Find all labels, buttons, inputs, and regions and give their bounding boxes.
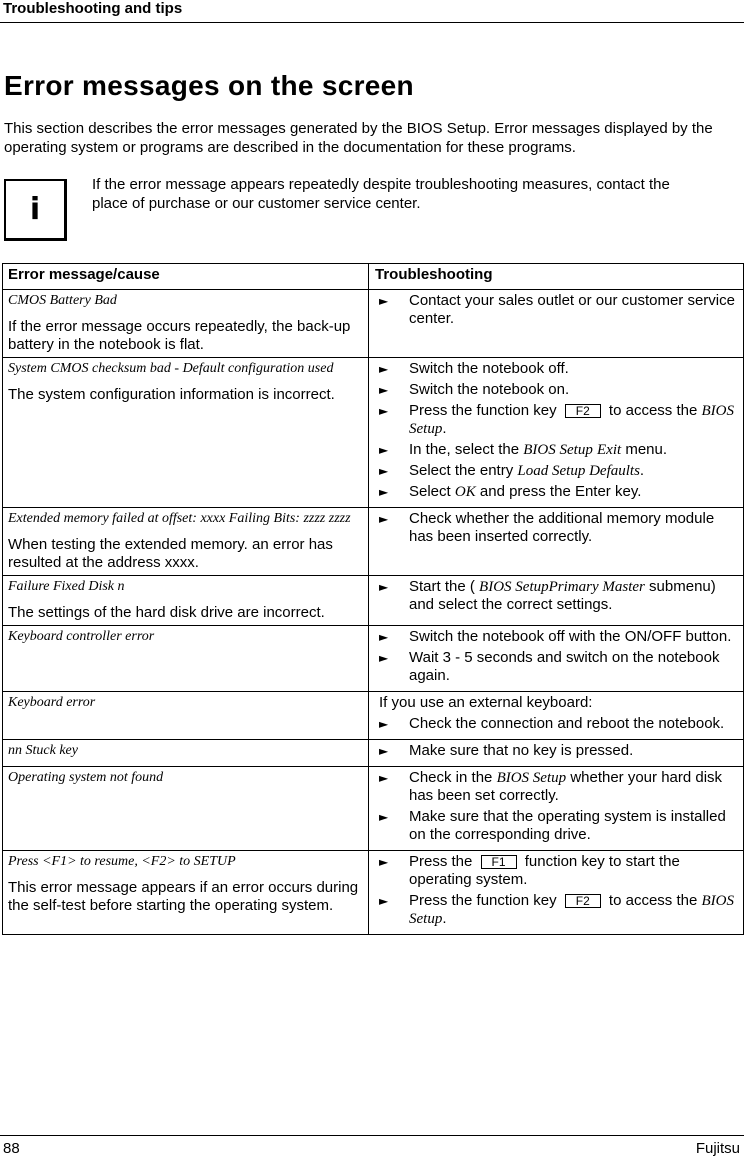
- page-title: Error messages on the screen: [4, 70, 414, 101]
- error-cause: The settings of the hard disk drive are incorrect.: [8, 604, 325, 621]
- keycap: F2: [565, 404, 601, 418]
- step-text: Make sure that the operating system is installed on the corresponding drive.: [409, 808, 726, 843]
- ui-reference: BIOS Setup: [409, 893, 734, 927]
- step-text: Check whether the additional memory module has been inserted correctly.: [409, 510, 715, 545]
- running-header: Troubleshooting and tips: [3, 0, 183, 17]
- error-message: Extended memory failed at offset: xxxx Failing Bits: zzzz zzzz: [8, 511, 351, 526]
- error-cell: [3, 626, 369, 692]
- error-cell: [3, 508, 369, 576]
- step-text: Check in the: [409, 769, 493, 786]
- arrow-bullet-icon: ►: [379, 580, 389, 594]
- table-row: [3, 692, 744, 740]
- error-message: Operating system not found: [8, 770, 164, 785]
- step-text: Select the entry: [409, 462, 514, 479]
- arrow-bullet-icon: ►: [379, 404, 389, 418]
- table-row: [3, 767, 744, 851]
- step-text: .: [442, 420, 447, 437]
- ui-reference: Exit: [597, 442, 622, 458]
- troubleshooting-steps: [374, 292, 739, 328]
- table-row: [3, 740, 744, 767]
- step-text: Contact your sales outlet or our customer service center.: [409, 292, 735, 327]
- error-cause: If the error message occurs repeatedly, the back-up battery in the notebook is flat.: [8, 318, 351, 353]
- error-table: [2, 263, 744, 935]
- page-number: 88: [3, 1140, 20, 1157]
- step-text: Switch the notebook on.: [409, 381, 570, 398]
- troubleshooting-cell: [369, 358, 744, 508]
- arrow-bullet-icon: ►: [379, 512, 389, 526]
- step-item: [374, 510, 739, 546]
- step-text: Press the function key: [409, 892, 557, 909]
- troubleshooting-steps: [374, 578, 739, 614]
- step-item: [374, 483, 739, 501]
- troubleshooting-cell: [369, 692, 744, 740]
- ui-reference: BIOS Setup: [523, 442, 593, 458]
- step-text: menu.: [625, 441, 668, 458]
- error-message: Press <F1> to resume, <F2> to SETUP: [8, 854, 236, 869]
- troubleshooting-cell: [369, 576, 744, 626]
- step-item: [374, 808, 739, 844]
- troubleshooting-steps: [374, 853, 739, 928]
- arrow-bullet-icon: ►: [379, 464, 389, 478]
- troubleshooting-cell: [369, 851, 744, 935]
- error-message: Keyboard controller error: [8, 629, 155, 644]
- table-body: [3, 290, 744, 935]
- step-text: Switch the notebook off.: [409, 360, 569, 377]
- step-item: [374, 462, 739, 480]
- error-message: System CMOS checksum bad - Default configuration used: [8, 361, 334, 376]
- troubleshooting-steps: [374, 510, 739, 546]
- step-item: [374, 742, 739, 760]
- info-icon: i: [4, 179, 67, 241]
- step-item: [374, 441, 739, 459]
- arrow-bullet-icon: ►: [379, 651, 389, 665]
- table-row: [3, 290, 744, 358]
- footer-brand: Fujitsu: [695, 1140, 740, 1157]
- error-message: Keyboard error: [8, 695, 96, 710]
- arrow-bullet-icon: ►: [379, 443, 389, 457]
- step-item: [374, 381, 739, 399]
- error-cause: This error message appears if an error occurs during the self-test before starting the operating system.: [8, 879, 359, 914]
- step-item: [374, 649, 739, 685]
- keycap: F2: [565, 894, 601, 908]
- arrow-bullet-icon: ►: [379, 294, 389, 308]
- step-text: to access the: [608, 402, 698, 419]
- arrow-bullet-icon: ►: [379, 630, 389, 644]
- arrow-bullet-icon: ►: [379, 744, 389, 758]
- arrow-bullet-icon: ►: [379, 810, 389, 824]
- table-row: [3, 626, 744, 692]
- error-cell: [3, 358, 369, 508]
- info-note: If the error message appears repeatedly despite troubleshooting measures, contact the place of purchase or our customer service center.: [92, 176, 670, 212]
- step-item: [374, 892, 739, 928]
- step-item: [374, 715, 739, 733]
- col-header-troubleshooting: Troubleshooting: [369, 264, 744, 290]
- step-text: Press the: [409, 853, 473, 870]
- step-text: Select: [409, 483, 451, 500]
- step-item: [374, 578, 739, 614]
- arrow-bullet-icon: ►: [379, 771, 389, 785]
- error-cause: When testing the extended memory. an error has resulted at the address xxxx.: [8, 536, 333, 571]
- error-message: CMOS Battery Bad: [8, 293, 117, 308]
- troubleshooting-intro: If you use an external keyboard:: [379, 694, 593, 711]
- step-item: [374, 292, 739, 328]
- table-row: [3, 358, 744, 508]
- table-row: [3, 851, 744, 935]
- step-item: [374, 628, 739, 646]
- step-text: Press the function key: [409, 402, 557, 419]
- error-cell: [3, 851, 369, 935]
- col-header-error: Error message/cause: [3, 264, 369, 290]
- step-item: [374, 853, 739, 889]
- step-text: .: [442, 910, 447, 927]
- step-text: Check the connection and reboot the notebook.: [409, 715, 725, 732]
- arrow-bullet-icon: ►: [379, 383, 389, 397]
- step-text: (: [469, 578, 475, 595]
- troubleshooting-steps: [374, 628, 739, 685]
- step-item: [374, 769, 739, 805]
- ui-reference: OK: [454, 484, 476, 500]
- step-text: Wait 3 - 5 seconds and switch on the notebook again.: [409, 649, 720, 684]
- arrow-bullet-icon: ►: [379, 362, 389, 376]
- header-divider: [0, 22, 744, 23]
- error-cell: [3, 290, 369, 358]
- troubleshooting-steps: [374, 715, 739, 733]
- step-item: [374, 402, 739, 438]
- step-text: whether your hard disk has been set correctly.: [409, 769, 723, 804]
- step-text: .: [639, 462, 645, 479]
- troubleshooting-steps: [374, 769, 739, 844]
- table-header-row: [3, 264, 744, 290]
- step-text: Switch the notebook off with the ON/OFF button.: [409, 628, 732, 645]
- footer-divider: [0, 1135, 744, 1136]
- error-message: nn Stuck key: [8, 743, 78, 758]
- step-text: In the: [409, 441, 447, 458]
- intro-paragraph: This section describes the error messages generated by the BIOS Setup. Error messages displayed by the operating system or programs are described in the documentation for these programs.: [4, 120, 713, 156]
- error-cell: [3, 767, 369, 851]
- arrow-bullet-icon: ►: [379, 717, 389, 731]
- troubleshooting-cell: [369, 508, 744, 576]
- step-text: , select the: [446, 441, 520, 458]
- troubleshooting-cell: [369, 626, 744, 692]
- troubleshooting-steps: [374, 360, 739, 501]
- error-cell: [3, 576, 369, 626]
- troubleshooting-cell: [369, 740, 744, 767]
- troubleshooting-steps: [374, 742, 739, 760]
- error-cause: The system configuration information is incorrect.: [8, 386, 335, 403]
- ui-reference: BIOS Setup: [479, 579, 549, 595]
- error-message: Failure Fixed Disk n: [8, 579, 125, 594]
- troubleshooting-cell: [369, 767, 744, 851]
- ui-reference: BIOS Setup: [409, 403, 734, 437]
- troubleshooting-cell: [369, 290, 744, 358]
- table-row: [3, 508, 744, 576]
- ui-reference: Primary Master: [548, 579, 645, 595]
- arrow-bullet-icon: ►: [379, 485, 389, 499]
- step-item: [374, 360, 739, 378]
- keycap: F1: [481, 855, 517, 869]
- ui-reference: Load Setup Defaults: [517, 463, 640, 479]
- ui-reference: BIOS Setup: [496, 770, 567, 786]
- arrow-bullet-icon: ►: [379, 855, 389, 869]
- step-text: function key to start the operating system.: [409, 853, 680, 888]
- step-text: and press the Enter key.: [479, 483, 642, 500]
- step-text: Start the: [409, 578, 466, 595]
- step-text: to access the: [608, 892, 698, 909]
- arrow-bullet-icon: ►: [379, 894, 389, 908]
- step-text: Make sure that no key is pressed.: [409, 742, 634, 759]
- error-cell: [3, 740, 369, 767]
- error-cell: [3, 692, 369, 740]
- table-row: [3, 576, 744, 626]
- step-text: submenu) and select the correct settings.: [409, 578, 716, 613]
